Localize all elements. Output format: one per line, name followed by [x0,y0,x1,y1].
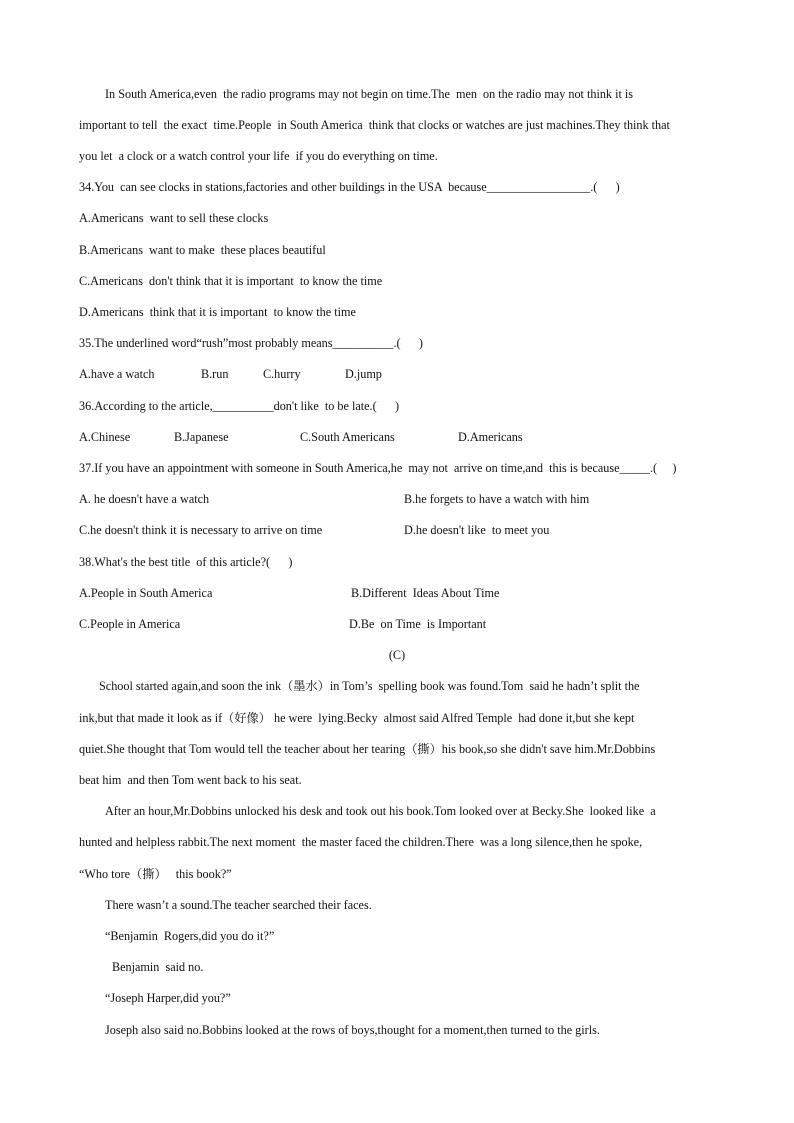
passage-c-line-11: “Joseph Harper,did you?” [105,991,231,1005]
passage-c-line-8: There wasn’t a sound.The teacher searched their faces. [105,898,372,912]
question-34-option-b: B.Americans want to make these places beautiful [79,243,326,257]
question-37-option-b: B.he forgets to have a watch with him [404,492,590,506]
question-36-option-a: A.Chinese [79,430,131,444]
question-36-stem: 36.According to the article,__________don't like to be late.( ) [79,399,400,413]
question-34-option-a: A.Americans want to sell these clocks [79,211,269,225]
question-35-option-b: B.run [201,367,229,381]
passage-b-line-1: In South America,even the radio programs may not begin on time.The men on the radio may not think it is [105,87,634,101]
question-38-option-a: A.People in South America [79,586,213,600]
question-35-option-a: A.have a watch [79,367,155,381]
passage-c-line-1: School started again,and soon the ink（墨水）in Tom’s spelling book was found.Tom said he hadn’t split the [99,679,640,693]
passage-c-line-4: beat him and then Tom went back to his seat. [79,773,302,787]
question-34-option-d: D.Americans think that it is important to know the time [79,305,356,319]
question-37-option-d: D.he doesn't like to meet you [404,523,550,537]
question-34-stem: 34.You can see clocks in stations,factories and other buildings in the USA because_________________.( ) [79,180,620,194]
question-35-stem: 35.The underlined word“rush”most probably means__________.( ) [79,336,423,350]
passage-c-line-12: Joseph also said no.Bobbins looked at the rows of boys,thought for a moment,then turned to the girls. [105,1023,600,1037]
question-35-option-c: C.hurry [263,367,301,381]
section-c-heading: (C) [388,648,406,662]
question-37-option-a: A. he doesn't have a watch [79,492,210,506]
passage-b-line-3: you let a clock or a watch control your life if you do everything on time. [79,149,438,163]
question-38-option-c: C.People in America [79,617,181,631]
passage-b-line-2: important to tell the exact time.People in South America think that clocks or watches are just machines.They think that [79,118,670,132]
question-37-option-c: C.he doesn't think it is necessary to arrive on time [79,523,323,537]
passage-c-line-9: “Benjamin Rogers,did you do it?” [105,929,275,943]
question-36-option-b: B.Japanese [174,430,229,444]
passage-c-line-7: “Who tore（撕） this book?” [79,867,232,881]
passage-c-line-6: hunted and helpless rabbit.The next moment the master faced the children.There was a long silence,then he spoke, [79,835,643,849]
question-38-option-b: B.Different Ideas About Time [351,586,500,600]
question-38-option-d: D.Be on Time is Important [349,617,487,631]
question-35-option-d: D.jump [345,367,382,381]
question-36-option-d: D.Americans [458,430,523,444]
passage-c-line-3: quiet.She thought that Tom would tell the teacher about her tearing（撕）his book,so she didn't save him.Mr.Dobbins [79,742,656,756]
question-37-stem: 37.If you have an appointment with someone in South America,he may not arrive on time,and this is because_____.( ) [79,461,677,475]
question-38-stem: 38.What's the best title of this article?( ) [79,555,293,569]
question-36-option-c: C.South Americans [300,430,395,444]
passage-c-line-5: After an hour,Mr.Dobbins unlocked his desk and took out his book.Tom looked over at Becky.She looked like a [105,804,656,818]
passage-c-line-2: ink,but that made it look as if（好像） he were lying.Becky almost said Alfred Temple had done it,but she kept [79,711,635,725]
passage-c-line-10: Benjamin said no. [112,960,204,974]
question-34-option-c: C.Americans don't think that it is important to know the time [79,274,383,288]
